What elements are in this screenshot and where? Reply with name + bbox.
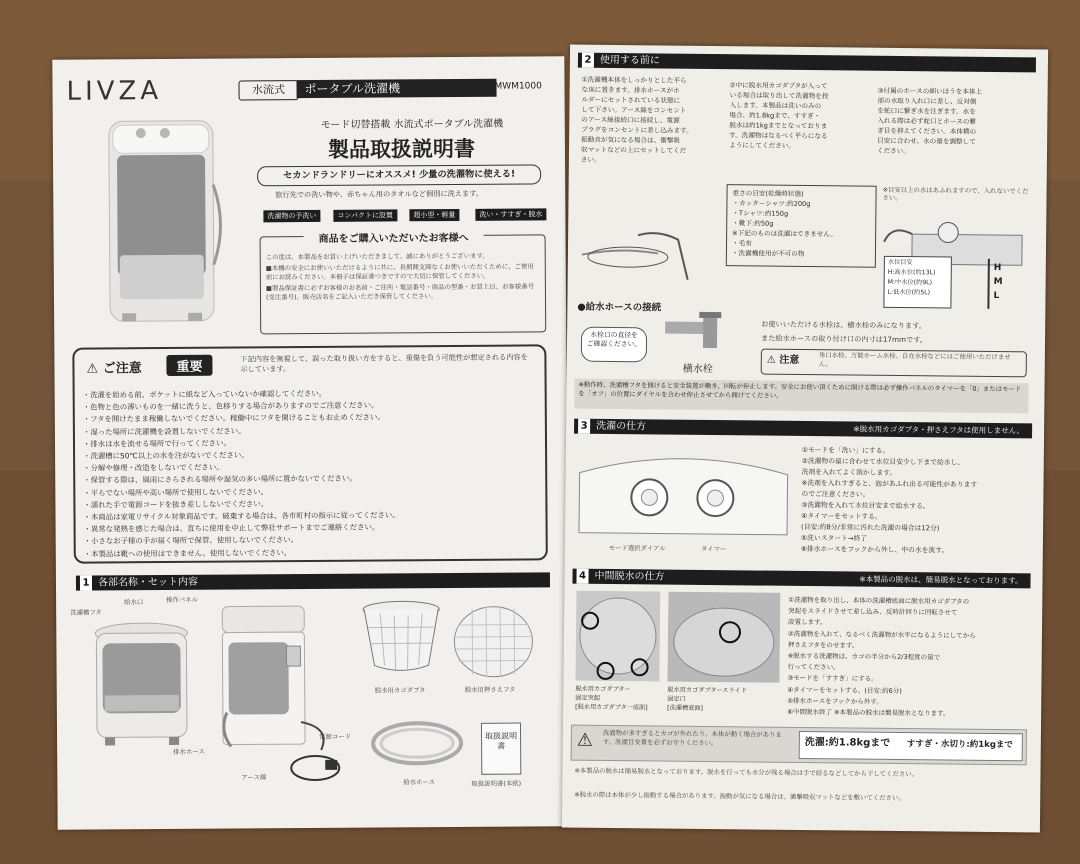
section-note: ※脱水用カゴダプタ・押さえフタは使用しません。 bbox=[853, 424, 1025, 436]
prep-line: を蛇口に繋ぎ水を注ぎます。水を bbox=[877, 106, 976, 116]
wash-step: (目安:約8分/非常に汚れた洗濯の場合は12分) bbox=[801, 522, 940, 533]
caution-item: ・湿った場所に洗濯機を設置しないでください。 bbox=[82, 426, 246, 437]
washer-fill-illustration bbox=[578, 195, 723, 293]
spin-step: ③モードを「すすぎ」にする。 bbox=[787, 674, 878, 684]
section-title: 洗濯の仕方 bbox=[596, 420, 647, 433]
warning-icon: ⚠ bbox=[576, 729, 594, 751]
capacity-warning-text: 洗濯物が多すぎるとカゴが外れたり、本体が動く場合があります。洗濯目安量を必ずお守りください。 bbox=[602, 728, 782, 747]
water-level-list bbox=[887, 258, 935, 298]
spin-step: 設置します。 bbox=[788, 618, 827, 627]
caption-line: [脱水用カゴダプタ一底面] bbox=[575, 703, 648, 712]
catch-copy: セカンドランドリーにオススメ! 少量の洗濯物に使える! bbox=[257, 164, 541, 186]
wash-step: ⑤洗いスタート→終了 bbox=[800, 533, 868, 543]
thanks-line: ■本機の安全にお使いいただけるように共に、長期間支障なくお使いいただくために、ご使用前にお読みください。本冊子は保証書つきですので大切に保管してください。 bbox=[265, 262, 534, 281]
timer-dial-label: タイマー bbox=[700, 544, 727, 554]
spin-step: ※脱水する洗濯物は、カゴの半分から2/3程度の量で bbox=[787, 651, 941, 662]
faucet-illustration bbox=[663, 308, 734, 365]
caution-item: ・保管する際は、風雨にさらされる場所や湿気の多い場所に置かないでください。 bbox=[83, 474, 357, 486]
feature-tag: 超小型・軽量 bbox=[409, 209, 459, 221]
prep-line: ようにしてください。 bbox=[729, 141, 796, 150]
level-line: L:低水位(約5L) bbox=[887, 288, 931, 297]
caution-item: ・異常な発熱を感じた場合は、直ちに使用を中止して弊社サポートまでご連絡ください。 bbox=[83, 522, 380, 534]
spin-step: ⑥中間脱水終了 ※本製品の脱水は簡易脱水となります。 bbox=[787, 707, 950, 718]
spin-step: 行ってください。 bbox=[787, 663, 840, 672]
level-line: M:中水位(約9L) bbox=[887, 278, 933, 287]
wash-step: 洗剤を入れてよく溶かします。 bbox=[801, 467, 897, 477]
label-earth: アース線 bbox=[241, 773, 267, 782]
level-line: H:高水位(約13L) bbox=[887, 268, 936, 277]
notice-label bbox=[767, 355, 800, 367]
capacity-rinse: すすぎ・水切り:約1kgまで bbox=[906, 739, 1013, 751]
product-name: ポータブル洗濯機 bbox=[296, 79, 496, 98]
thanks-line: ■製品保証書に必ずお客様のお名前・ご住所・電話番号・商品の型番・お買上日、お客様番号(受注番号)、販売店名をご記入いただき保管してください。 bbox=[265, 282, 535, 302]
caution-item: ・本製品は靴への使用はできません。使用しないでください。 bbox=[83, 547, 292, 559]
model-number: MWM1000 bbox=[494, 81, 542, 92]
feature-tag: 洗濯物の予洗い bbox=[263, 210, 320, 222]
type-badge: 水流式 bbox=[238, 80, 298, 100]
label-hose: 給水ホース bbox=[403, 778, 436, 787]
washer-side-image bbox=[216, 602, 337, 753]
caution-item: ・本商品は家電リサイクル対象商品です。破棄する場合は、各市町村の指示に従ってください。 bbox=[83, 510, 400, 522]
prep-line: 部の水取り入れ口に差し、反対側 bbox=[877, 96, 977, 106]
basket-bottom-photo bbox=[575, 591, 660, 682]
prep-line: ください。 bbox=[876, 146, 911, 156]
caption-line: 固定口 bbox=[667, 695, 686, 703]
caution-item: ・洗濯槽に50℃以上の水を注がないでください。 bbox=[83, 450, 249, 461]
caution-item: ・濡れた手で電源コードを抜き差ししないでください。 bbox=[83, 499, 269, 510]
label-drain: 排水ホース bbox=[173, 747, 205, 756]
level-m: M bbox=[993, 276, 1003, 288]
washer-front-image bbox=[86, 619, 197, 750]
label-manual: 取扱説明書(本紙) bbox=[471, 779, 522, 788]
label-inlet: 給水口 bbox=[124, 598, 144, 607]
wash-step: ②洗濯物の量に合わせて水位目安少し下まで給水し、 bbox=[801, 456, 965, 467]
prep-step-3 bbox=[877, 86, 982, 157]
prep-line: ②中に脱水用カゴダプタが入って bbox=[729, 81, 828, 91]
thanks-title: 商品をご購入いただいたお客様へ bbox=[304, 229, 484, 244]
catch-sub: 旅行先での洗い物や、赤ちゃん用のタオルなど個別に洗えます。 bbox=[275, 188, 484, 200]
press-lid-image bbox=[452, 604, 535, 679]
wash-step: のでご注意ください。 bbox=[801, 489, 870, 499]
caution-heading bbox=[86, 357, 141, 376]
prep-line: ぎ目を抑えてください。本体横の bbox=[877, 126, 977, 136]
weight-line: ・カッターシャツ:約200g bbox=[732, 199, 811, 209]
level-h: H bbox=[993, 262, 1002, 274]
prep-line: ③付属のホースの細いほうを本体上 bbox=[877, 86, 983, 96]
spin-step: 押さえフタをのせます。 bbox=[787, 640, 859, 650]
section-number: 3 bbox=[578, 419, 590, 434]
caution-item: ・平らでない場所や高い場所で使用しないでください。 bbox=[83, 486, 269, 498]
caution-label: ご注意 bbox=[102, 361, 142, 377]
prep-step-2 bbox=[729, 80, 829, 151]
prep-line: ルダーにセットされている状態に bbox=[581, 95, 681, 105]
level-l: L bbox=[993, 290, 1000, 302]
water-hose-image bbox=[367, 717, 467, 776]
manual-left-page bbox=[52, 56, 569, 830]
caption-line: 固定突起 bbox=[575, 694, 601, 702]
notice-label-text: 注意 bbox=[779, 354, 800, 366]
prep-line: いる場合は取り出して洗濯物を投 bbox=[729, 91, 829, 101]
power-cord-image bbox=[285, 746, 345, 786]
faucet-note-2: また給水ホースの取り付け口の内寸は17mmです。 bbox=[761, 333, 928, 345]
section-number: 4 bbox=[576, 569, 588, 584]
section-note: ※本製品の脱水は、簡易脱水となっております。 bbox=[859, 574, 1023, 586]
weight-line: 重さの目安(乾燥時状態) bbox=[732, 189, 804, 198]
caution-item: ・分解や修理・改造をしないでください。 bbox=[83, 462, 224, 473]
spin-steps bbox=[787, 595, 976, 720]
footnote-1: ※本製品の脱水は簡易脱水となっております。脱水を行っても水分が残る場合は手で絞るなどしてから干してください。 bbox=[574, 766, 919, 779]
basket-caption bbox=[575, 685, 648, 713]
important-badge: 重要 bbox=[166, 355, 212, 376]
prep-line: 入します。本製品は洗いのみの bbox=[729, 101, 822, 111]
spin-step: ①洗濯物を取り出し、本体の洗濯槽底面に脱水用カゴダプタの bbox=[788, 595, 970, 606]
feature-tag: 洗い・すすぎ・脱水 bbox=[475, 208, 546, 220]
washer-image bbox=[101, 115, 227, 332]
thanks-text bbox=[266, 250, 540, 301]
tub-caption bbox=[667, 686, 747, 714]
tub-bottom-photo bbox=[667, 592, 780, 683]
weight-line: ・洗濯機使用が不可の物 bbox=[731, 249, 805, 258]
prep-step-1 bbox=[581, 75, 694, 166]
level-line: 水位目安 bbox=[887, 258, 913, 267]
manual-title: 製品取扱説明書 bbox=[327, 136, 476, 162]
section-4-header bbox=[572, 569, 1030, 589]
hose-connect-title: ●給水ホースの接続 bbox=[577, 301, 662, 314]
brand-logo: LIVZA bbox=[66, 76, 163, 107]
spin-step: ④タイマーをセットする。(目安:約6分) bbox=[787, 685, 902, 695]
label-press: 脱水用押さえフタ bbox=[464, 685, 516, 694]
caption-line: 脱水用カゴダプタースライド bbox=[667, 686, 747, 695]
label-basket: 脱水用カゴダプタ bbox=[374, 686, 426, 695]
caution-item: ・小さなお子様の手が届く場所で保管、使用しないでください。 bbox=[83, 535, 299, 547]
manual-right-page bbox=[562, 45, 1048, 833]
label-lid: 洗濯槽フタ bbox=[70, 608, 102, 617]
wash-step: ①モードを「洗い」にする。 bbox=[801, 445, 890, 455]
weight-line: ※下記のものは洗濯はできません。 bbox=[732, 229, 838, 239]
label-cord: 電源コード bbox=[319, 732, 352, 741]
weight-line: ・靴下:約50g bbox=[732, 219, 774, 228]
prep-line: 入れる際は必ず蛇口とホースの繋 bbox=[877, 116, 976, 126]
weight-line: ・Tシャツ:約150g bbox=[732, 209, 789, 218]
feature-tag: コンパクトに設置 bbox=[333, 209, 397, 221]
spin-step: ②洗濯物を入れて、なるべく洗濯物が水平になるようにしてから bbox=[787, 629, 976, 640]
mode-dial-label: モード選択ダイアル bbox=[608, 543, 666, 553]
prep-line: のアース線接続口に接続し、電源 bbox=[581, 115, 680, 125]
caption-line: 脱水用カゴダプター bbox=[575, 685, 631, 694]
weight-line: ・毛布 bbox=[731, 239, 752, 248]
control-panel-image bbox=[575, 443, 792, 543]
section-number: 1 bbox=[80, 576, 92, 591]
section-title: 中間脱水の仕方 bbox=[594, 570, 665, 583]
prep-line: 収マットなどの上にセットしてくだ bbox=[580, 145, 687, 155]
caption-line: [洗濯槽底面] bbox=[667, 704, 703, 712]
caution-item: ・洗濯を始める前、ポケットに紙など入っていないか確認してください。 bbox=[82, 388, 327, 400]
wash-step: ③洗濯物を入れて水位目安まで給水する。 bbox=[801, 500, 930, 511]
prep-line: プラグをコンセントに差し込みます。 bbox=[581, 125, 693, 135]
faucet-callout: 水栓口の直径を ご確認ください。 bbox=[581, 327, 647, 363]
prep-line: す。洗濯物はなるべく平らになる bbox=[729, 131, 828, 141]
wash-step: ⑥排水ホースをフックから外し、中の水を流す。 bbox=[800, 544, 949, 555]
section-title: 使用する前に bbox=[599, 54, 661, 67]
wash-step: ④タイマーをセットする。 bbox=[801, 511, 882, 521]
spin-step: 突起をスライドさせて差し込み、反時計回りに回転させて bbox=[788, 607, 958, 617]
caution-item: ・フタを開けたまま稼働しないでください。稼働中にフタを開けることもお止めください。 bbox=[82, 412, 385, 424]
capacity-wash: 洗濯:約1.8kgまで bbox=[804, 737, 891, 749]
section-3-header bbox=[574, 419, 1032, 439]
prep-line: 場合、約1.8kgまで、すすぎ・ bbox=[729, 111, 821, 121]
prep-line: ①洗濯機本体をしっかりとした平ら bbox=[581, 75, 687, 85]
caution-intro: 下記内容を無視して、誤った取り扱い方をすると、重傷を負う可能性が想定される内容を示しています。 bbox=[240, 352, 528, 374]
notice-text: 角口水栓、万能ホーム水栓、自在水栓などにはご使用いただけません。 bbox=[818, 351, 1011, 368]
wash-step: ※洗剤を入れすぎると、泡があふれ出る可能性があります bbox=[801, 478, 978, 489]
manual-booklet: 取扱説明書 bbox=[481, 723, 521, 775]
warning-icon: ⚠ bbox=[766, 354, 780, 366]
section-number: 2 bbox=[582, 53, 594, 68]
spin-step: ⑤排水ホースをフックから外す。 bbox=[787, 696, 883, 706]
spin-basket-image bbox=[360, 599, 443, 676]
section-title: 各部名称・セット内容 bbox=[97, 576, 199, 589]
safety-text: ※動作時、洗濯槽フタを開けると安全装置が働き、回転が停止します。安全にお使い頂くために開ける際は必ず操作パネルのタイマーを「0」またはモードを「オフ」の位置にダイヤルを合わせ停止させてから開けてください。 bbox=[578, 380, 1021, 400]
section-1-header bbox=[76, 572, 550, 590]
warning-icon: ⚠ bbox=[86, 361, 99, 377]
thanks-line: この度は、本製品をお買い上げいただきまして、誠にありがとうございます。 bbox=[265, 251, 489, 262]
water-note: ※目安以上の水はあふれますので、入れないでください。 bbox=[882, 185, 1029, 203]
caution-list bbox=[83, 386, 539, 560]
wash-steps bbox=[801, 445, 978, 557]
faucet-label: 横水栓 bbox=[682, 363, 713, 376]
faucet-note-1: お使いいただける水栓は、横水栓のみになります。 bbox=[761, 319, 926, 331]
prep-line: 目安に合わせ、水の量を調整して bbox=[877, 136, 976, 146]
label-panel: 操作パネル bbox=[166, 595, 199, 605]
section-2-header bbox=[578, 53, 1036, 73]
subtitle: モード切替搭載 水流式ポータブル洗濯機 bbox=[320, 118, 504, 131]
caution-item: ・色物と色の薄いものを一緒に洗うと、色移りする場合がありますのでご注意ください。 bbox=[82, 400, 379, 412]
caution-item: ・排水は水を流せる場所で行ってください。 bbox=[82, 438, 231, 449]
prep-line: な床に置きます。排水ホースがホ bbox=[581, 85, 680, 95]
prep-line: さい。 bbox=[580, 155, 601, 164]
prep-line: 脱水は約1kgまでとなっておりま bbox=[729, 121, 828, 131]
prep-line: 振動音が気になる場合は、衝撃吸 bbox=[581, 135, 681, 145]
water-level-scale bbox=[975, 259, 1006, 313]
weights-list bbox=[732, 188, 838, 259]
prep-line: して下さい。アース線をコンセント bbox=[581, 105, 687, 115]
footnote-2: ※脱水の際は本体が少し振動する場合があります。振動が気になる場合は、衝撃吸収マットなどを敷いてください。 bbox=[574, 790, 905, 803]
